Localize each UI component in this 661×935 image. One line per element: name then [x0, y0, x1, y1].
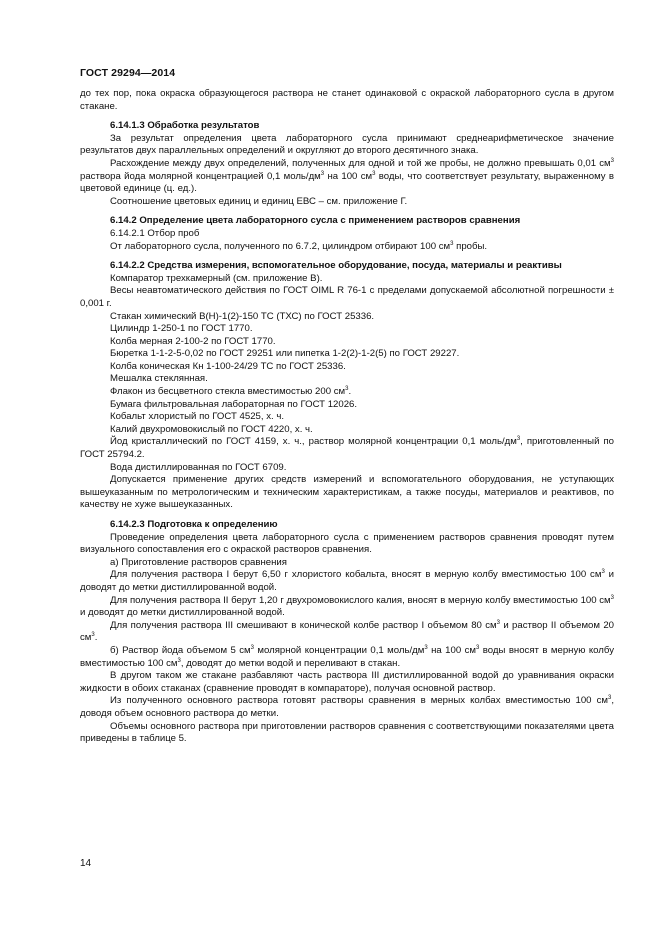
paragraph: От лабораторного сусла, полученного по 6.7.2, цилиндром отбирают 100 $см^3$ пробы.	[110, 240, 488, 252]
list-item: Кобальт хлористый по ГОСТ 4525, х. ч.	[110, 411, 284, 423]
section-heading: 6.14.2.2 Средства измерения, вспомогательное оборудование, посуда, материалы и реактивы	[110, 260, 562, 272]
page-number: 14	[80, 858, 92, 869]
standard-header: ГОСТ 29294—2014	[80, 67, 176, 79]
list-item: Флакон из бесцветного стекла вместимостью 200 $см^3$.	[110, 386, 352, 398]
paragraph: Из полученного основного раствора готовят растворы сравнения в мерных колбах вместимостью 100 $см^3$, доводя объем основного раствора до метки.	[80, 695, 614, 719]
paragraph: В другом таком же стакане разбавляют часть раствора III дистиллированной водой до уравнивания окраски жидкости в обоих стаканах (сравнение проводят в компараторе), получая основной раствор.	[80, 670, 614, 694]
paragraph: б) Раствор йода объемом 5 $см^3$ молярной концентрации 0,1 моль/$дм^3$ на 100 $см^3$ воды вносят в мерную колбу вместимостью 100 $см^3$, доводят до метки водой и переливают в стакан.	[80, 644, 614, 669]
section-heading: 6.14.2.3 Подготовка к определению	[110, 519, 278, 530]
paragraph: Для получения раствора I берут 6,50 г хлористого кобальта, вносят в мерную колбу вместимостью 100 $см^3$ и доводят до метки дистиллированной водой.	[80, 569, 614, 593]
paragraph: Для получения раствора II берут 1,20 г двухромовокислого калия, вносят в мерную колбу вместимостью 100 $см^3$ и доводят до метки дистиллированной водой.	[80, 594, 614, 619]
list-item: Йод кристаллический по ГОСТ 4159, х. ч., раствор молярной концентрации 0,1 моль/$дм^3$, приготовленный по ГОСТ 25794.2.	[80, 436, 614, 461]
subsection-title: 6.14.2.1 Отбор проб	[110, 227, 200, 239]
paragraph: а) Приготовление растворов сравнения	[110, 556, 287, 568]
list-item: Весы неавтоматического действия по ГОСТ OIML R 76-1 с пределами допускаемой абсолютной погрешности ± 0,001 г.	[80, 285, 614, 309]
list-item: Бумага фильтровальная лабораторная по ГОСТ 12026.	[110, 398, 358, 410]
list-item: Бюретка 1-1-2-5-0,02 по ГОСТ 29251 или пипетка 1-2(2)-1-2(5) по ГОСТ 29227.	[110, 348, 460, 360]
paragraph: Проведение определения цвета лабораторного сусла с применением растворов сравнения проводят путем визуального сопоставления его с окраской растворов сравнения.	[80, 531, 614, 556]
list-item: Вода дистиллированная по ГОСТ 6709.	[110, 461, 287, 473]
section-heading: 6.14.2 Определение цвета лабораторного сусла с применением растворов сравнения	[110, 215, 521, 227]
paragraph: Расхождение между двух определений, полученных для одной и той же пробы, не должно превышать 0,01 $см^3$ раствора йода молярной концентрацией 0,1 моль/$дм^3$ на 100 $см^3$ воды, что соответствует результату, выраженному в цветовой единице (ц. ед.).	[80, 157, 615, 195]
list-item: Стакан химический В(Н)-1(2)-150 ТС (ТХС) по ГОСТ 25336.	[110, 310, 375, 322]
list-item: Цилиндр 1-250-1 по ГОСТ 1770.	[110, 323, 253, 335]
paragraph: Допускается применение других средств измерений и вспомогательного оборудования, не уступающих вышеуказанным по метрологическим и техническим характеристикам, а также посуды, материалов и реактивов, по качеству не хуже вышеуказанных.	[80, 474, 614, 511]
paragraph: Для получения раствора III смешивают в конической колбе раствор I объемом 80 $см^3$ и раствор II объемом 20 $см^3$.	[80, 619, 614, 644]
paragraph: Объемы основного раствора при приготовлении растворов сравнения с соответствующими показателями цвета приведены в таблице 5.	[80, 720, 614, 745]
list-item: Колба коническая Кн 1-100-24/29 ТС по ГОСТ 25336.	[110, 360, 346, 372]
list-item: Мешалка стеклянная.	[110, 373, 208, 385]
section-heading: 6.14.1.3 Обработка результатов	[110, 120, 260, 132]
body-text	[80, 88, 614, 746]
list-item: Компаратор трехкамерный (см. приложение В).	[110, 272, 323, 284]
paragraph: За результат определения цвета лабораторного сусла принимают среднеарифметическое значение результатов двух параллельных определений и округляют до второго десятичного знака.	[80, 132, 614, 157]
paragraph: до тех пор, пока окраска образующегося раствора не станет одинаковой с окраской лабораторного сусла в другом стакане.	[80, 88, 614, 112]
paragraph: Соотношение цветовых единиц и единиц ЕВС – см. приложение Г.	[110, 195, 408, 207]
list-item: Калий двухромовокислый по ГОСТ 4220, х. ч.	[110, 423, 313, 435]
list-item: Колба мерная 2-100-2 по ГОСТ 1770.	[110, 335, 276, 347]
